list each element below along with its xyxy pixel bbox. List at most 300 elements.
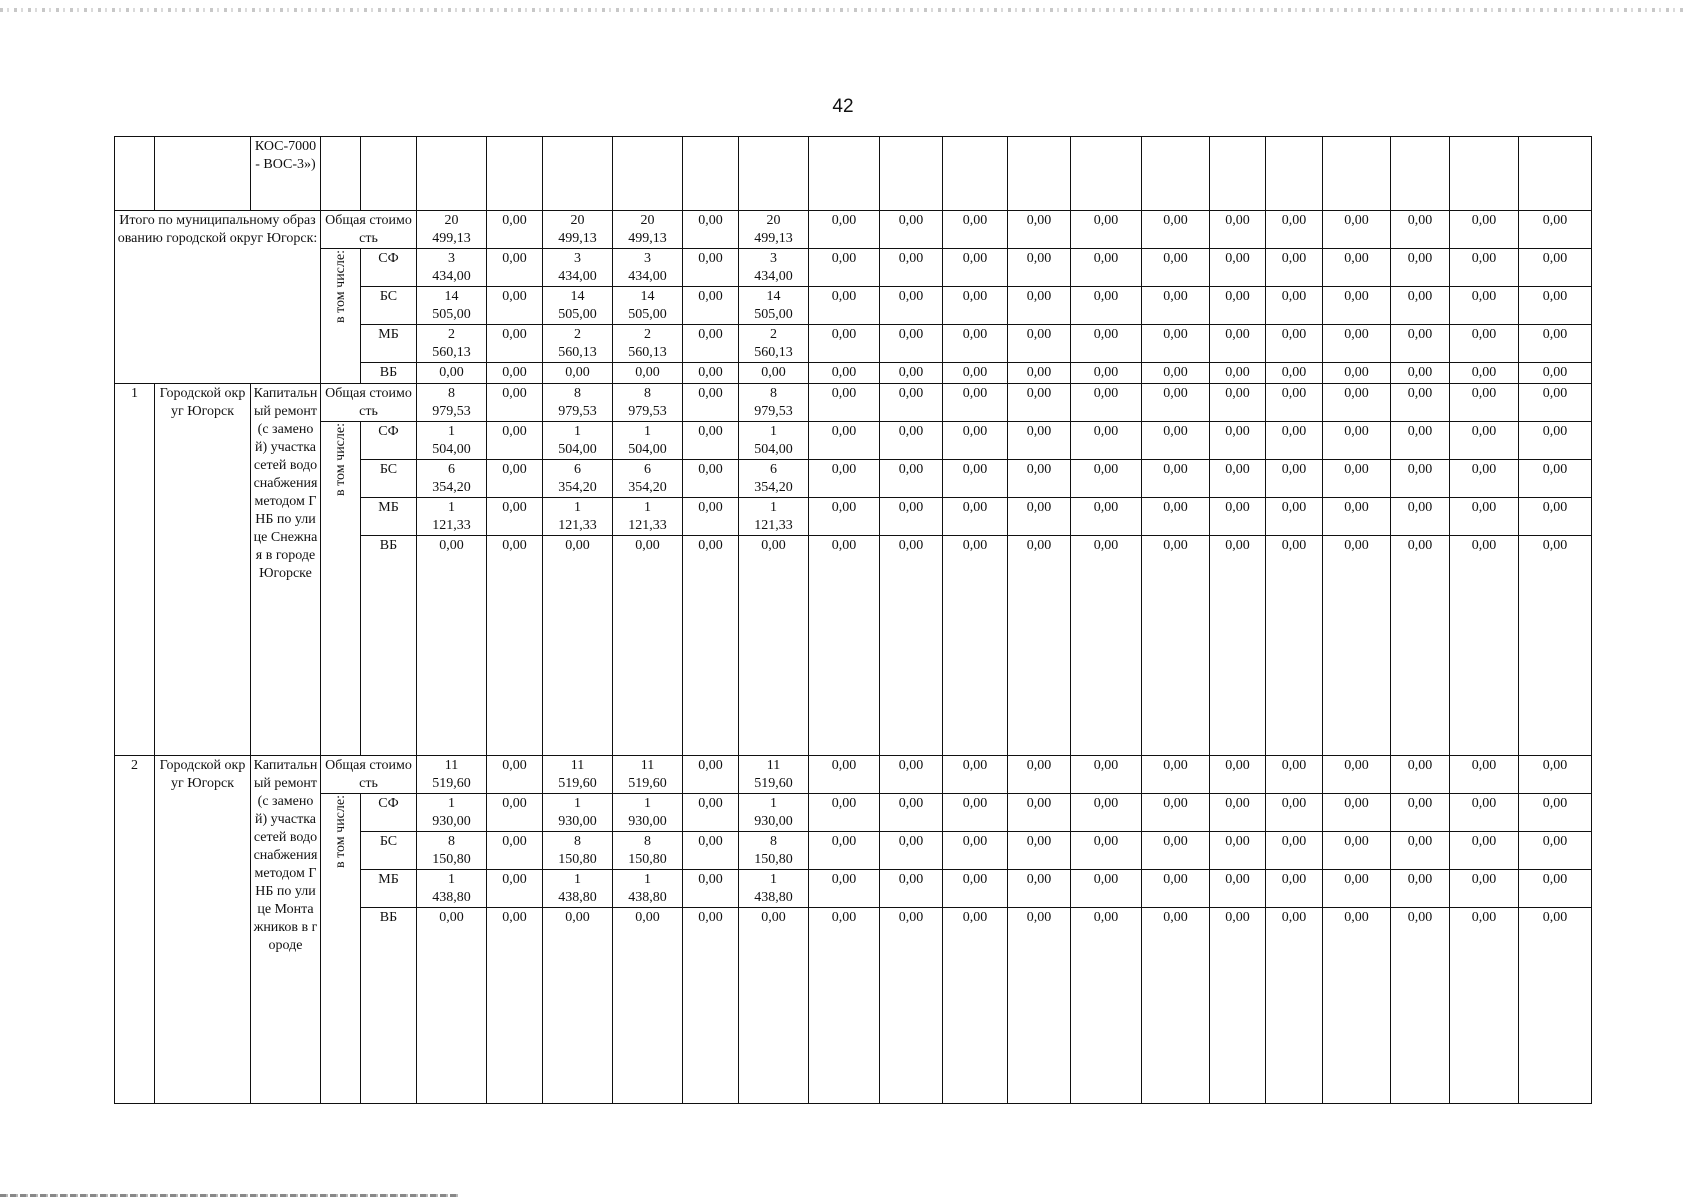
- value-cell: 0,00: [1210, 211, 1266, 249]
- value-cell: 0,00: [1210, 832, 1266, 870]
- value-cell: 0,00: [1142, 249, 1210, 287]
- value-cell: 0,00: [1450, 325, 1519, 363]
- value-cell: 0,00: [809, 287, 880, 325]
- mb-label: МБ: [361, 325, 417, 363]
- scan-artifact-bottom: [0, 1194, 460, 1197]
- sf-label: СФ: [361, 249, 417, 287]
- value-cell: 6 354,20: [613, 460, 683, 498]
- value-cell: 0,00: [487, 460, 543, 498]
- value-cell: 0,00: [1391, 536, 1450, 756]
- value-cell: 0,00: [1450, 422, 1519, 460]
- value-cell: 0,00: [1142, 211, 1210, 249]
- value-cell: 0,00: [1071, 498, 1142, 536]
- value-cell: 0,00: [1142, 422, 1210, 460]
- total-label: Итого по муниципальному образованию городской округ Югорск:: [115, 211, 321, 384]
- empty-cell: [321, 137, 361, 211]
- empty-cell: [1323, 137, 1391, 211]
- value-cell: 0,00: [487, 384, 543, 422]
- value-cell: 0,00: [1391, 460, 1450, 498]
- mb-label: МБ: [361, 498, 417, 536]
- empty-cell: [683, 137, 739, 211]
- value-cell: 0,00: [1519, 460, 1592, 498]
- municipality-cell: Городской округ Югорск: [155, 384, 251, 756]
- value-cell: 1 121,33: [417, 498, 487, 536]
- value-cell: 3 434,00: [417, 249, 487, 287]
- value-cell: 0,00: [1008, 363, 1071, 384]
- value-cell: 0,00: [880, 384, 943, 422]
- value-cell: 0,00: [809, 832, 880, 870]
- value-cell: 0,00: [1266, 249, 1323, 287]
- value-cell: 1 121,33: [739, 498, 809, 536]
- value-cell: 1 438,80: [543, 870, 613, 908]
- value-cell: 0,00: [1142, 384, 1210, 422]
- value-cell: 8 150,80: [739, 832, 809, 870]
- value-cell: 0,00: [683, 460, 739, 498]
- value-cell: 0,00: [1323, 422, 1391, 460]
- value-cell: 0,00: [880, 832, 943, 870]
- value-cell: 0,00: [1008, 287, 1071, 325]
- value-cell: 0,00: [943, 536, 1008, 756]
- scan-artifact-top: [0, 8, 1686, 12]
- value-cell: 0,00: [880, 422, 943, 460]
- value-cell: 0,00: [417, 363, 487, 384]
- value-cell: 0,00: [1519, 384, 1592, 422]
- value-cell: 11 519,60: [739, 756, 809, 794]
- value-cell: 11 519,60: [613, 756, 683, 794]
- value-cell: 0,00: [1519, 756, 1592, 794]
- value-cell: 0,00: [1391, 908, 1450, 1104]
- value-cell: 8 150,80: [417, 832, 487, 870]
- vb-label: ВБ: [361, 536, 417, 756]
- empty-cell: [543, 137, 613, 211]
- value-cell: 0,00: [1519, 422, 1592, 460]
- value-cell: 0,00: [1142, 460, 1210, 498]
- value-cell: 0,00: [683, 756, 739, 794]
- value-cell: 0,00: [943, 422, 1008, 460]
- value-cell: 0,00: [1008, 498, 1071, 536]
- value-cell: 0,00: [943, 384, 1008, 422]
- municipality-cell: [155, 137, 251, 211]
- incl-label: в том числе:: [332, 795, 348, 868]
- value-cell: 0,00: [1266, 498, 1323, 536]
- value-cell: 0,00: [1266, 422, 1323, 460]
- value-cell: 0,00: [1071, 794, 1142, 832]
- value-cell: 0,00: [943, 460, 1008, 498]
- value-cell: 0,00: [943, 870, 1008, 908]
- value-cell: 0,00: [1071, 870, 1142, 908]
- value-cell: 0,00: [1391, 832, 1450, 870]
- page-number: 42: [832, 96, 854, 117]
- value-cell: 2 560,13: [739, 325, 809, 363]
- value-cell: 0,00: [543, 363, 613, 384]
- value-cell: 0,00: [880, 325, 943, 363]
- value-cell: 0,00: [1323, 460, 1391, 498]
- incl-label: [321, 249, 361, 384]
- value-cell: 0,00: [1519, 249, 1592, 287]
- value-cell: 0,00: [943, 287, 1008, 325]
- value-cell: 0,00: [1071, 384, 1142, 422]
- value-cell: 1 121,33: [543, 498, 613, 536]
- value-cell: 0,00: [1210, 794, 1266, 832]
- value-cell: 0,00: [1266, 794, 1323, 832]
- table-row: [115, 211, 1592, 249]
- value-cell: 0,00: [1391, 498, 1450, 536]
- incl-label: [321, 794, 361, 1104]
- value-cell: 0,00: [1391, 249, 1450, 287]
- value-cell: 0,00: [1071, 325, 1142, 363]
- description-cell: Капитальный ремонт (с заменой) участка сетей водоснабжения методом ГНБ по улице Снежная в городе Югорске: [251, 384, 321, 756]
- value-cell: 0,00: [1391, 363, 1450, 384]
- value-cell: 0,00: [1266, 287, 1323, 325]
- value-cell: 0,00: [809, 498, 880, 536]
- value-cell: 14 505,00: [543, 287, 613, 325]
- value-cell: 0,00: [1519, 794, 1592, 832]
- value-cell: 0,00: [1008, 794, 1071, 832]
- value-cell: 0,00: [683, 422, 739, 460]
- value-cell: 0,00: [1323, 908, 1391, 1104]
- value-cell: 0,00: [1450, 460, 1519, 498]
- value-cell: 0,00: [683, 363, 739, 384]
- value-cell: 0,00: [1519, 908, 1592, 1104]
- mb-label: МБ: [361, 870, 417, 908]
- value-cell: 0,00: [683, 536, 739, 756]
- value-cell: 0,00: [809, 756, 880, 794]
- value-cell: 0,00: [683, 908, 739, 1104]
- value-cell: 1 438,80: [417, 870, 487, 908]
- num-cell: [115, 137, 155, 211]
- value-cell: 0,00: [1519, 870, 1592, 908]
- value-cell: 0,00: [1323, 249, 1391, 287]
- table-row: [115, 794, 1592, 832]
- value-cell: 0,00: [1266, 536, 1323, 756]
- value-cell: 0,00: [1142, 536, 1210, 756]
- value-cell: 0,00: [1071, 908, 1142, 1104]
- value-cell: 0,00: [487, 498, 543, 536]
- value-cell: 0,00: [880, 908, 943, 1104]
- value-cell: 0,00: [1519, 363, 1592, 384]
- value-cell: 0,00: [1071, 211, 1142, 249]
- value-cell: 0,00: [809, 325, 880, 363]
- value-cell: 0,00: [1266, 460, 1323, 498]
- value-cell: 8 979,53: [543, 384, 613, 422]
- value-cell: 0,00: [1519, 325, 1592, 363]
- value-cell: 0,00: [613, 536, 683, 756]
- value-cell: 0,00: [1266, 363, 1323, 384]
- empty-cell: [487, 137, 543, 211]
- value-cell: 0,00: [1519, 832, 1592, 870]
- value-cell: 0,00: [1008, 211, 1071, 249]
- value-cell: 0,00: [1071, 536, 1142, 756]
- value-cell: 0,00: [809, 384, 880, 422]
- value-cell: 0,00: [487, 211, 543, 249]
- value-cell: 0,00: [487, 249, 543, 287]
- value-cell: 8 979,53: [613, 384, 683, 422]
- budget-table: [114, 136, 1592, 1104]
- value-cell: 2 560,13: [543, 325, 613, 363]
- value-cell: 20 499,13: [543, 211, 613, 249]
- value-cell: 0,00: [1266, 211, 1323, 249]
- bs-label: БС: [361, 287, 417, 325]
- value-cell: 0,00: [1450, 794, 1519, 832]
- value-cell: 0,00: [1008, 756, 1071, 794]
- value-cell: 8 979,53: [417, 384, 487, 422]
- value-cell: 0,00: [1450, 908, 1519, 1104]
- value-cell: 0,00: [1519, 287, 1592, 325]
- value-cell: 0,00: [1391, 422, 1450, 460]
- value-cell: 11 519,60: [417, 756, 487, 794]
- value-cell: 0,00: [417, 908, 487, 1104]
- value-cell: 0,00: [1450, 756, 1519, 794]
- empty-cell: [809, 137, 880, 211]
- value-cell: 0,00: [487, 363, 543, 384]
- value-cell: 0,00: [1008, 422, 1071, 460]
- empty-cell: [1071, 137, 1142, 211]
- value-cell: 1 504,00: [417, 422, 487, 460]
- value-cell: 0,00: [543, 908, 613, 1104]
- value-cell: 0,00: [1142, 287, 1210, 325]
- value-cell: 0,00: [1323, 870, 1391, 908]
- value-cell: 0,00: [487, 756, 543, 794]
- value-cell: 0,00: [1450, 870, 1519, 908]
- value-cell: 0,00: [1210, 325, 1266, 363]
- value-cell: 0,00: [943, 832, 1008, 870]
- value-cell: 0,00: [1008, 832, 1071, 870]
- value-cell: 0,00: [1450, 363, 1519, 384]
- value-cell: 11 519,60: [543, 756, 613, 794]
- value-cell: 0,00: [1142, 325, 1210, 363]
- num-cell: 2: [115, 756, 155, 1104]
- value-cell: 0,00: [880, 249, 943, 287]
- value-cell: 0,00: [1266, 832, 1323, 870]
- value-cell: 0,00: [683, 249, 739, 287]
- value-cell: 0,00: [1142, 756, 1210, 794]
- empty-cell: [1008, 137, 1071, 211]
- value-cell: 0,00: [943, 794, 1008, 832]
- value-cell: 0,00: [880, 363, 943, 384]
- value-cell: 0,00: [613, 908, 683, 1104]
- value-cell: 0,00: [739, 536, 809, 756]
- value-cell: 0,00: [1266, 325, 1323, 363]
- value-cell: 0,00: [943, 756, 1008, 794]
- value-cell: 0,00: [1008, 536, 1071, 756]
- value-cell: 0,00: [487, 422, 543, 460]
- value-cell: 0,00: [1008, 249, 1071, 287]
- value-cell: 0,00: [683, 287, 739, 325]
- value-cell: 0,00: [1210, 498, 1266, 536]
- value-cell: 0,00: [1071, 363, 1142, 384]
- value-cell: 0,00: [1391, 287, 1450, 325]
- value-cell: 0,00: [1450, 211, 1519, 249]
- value-cell: 0,00: [1391, 870, 1450, 908]
- value-cell: 0,00: [1210, 249, 1266, 287]
- value-cell: 0,00: [1210, 536, 1266, 756]
- value-cell: 0,00: [1450, 832, 1519, 870]
- value-cell: 0,00: [1071, 249, 1142, 287]
- value-cell: 0,00: [880, 870, 943, 908]
- empty-cell: [1450, 137, 1519, 211]
- value-cell: 0,00: [1323, 498, 1391, 536]
- value-cell: 0,00: [880, 536, 943, 756]
- value-cell: 0,00: [1071, 287, 1142, 325]
- value-cell: 0,00: [1210, 460, 1266, 498]
- value-cell: 0,00: [943, 249, 1008, 287]
- bs-label: БС: [361, 460, 417, 498]
- empty-cell: [880, 137, 943, 211]
- table-row: [115, 137, 1592, 211]
- empty-cell: [1142, 137, 1210, 211]
- value-cell: 0,00: [1210, 363, 1266, 384]
- value-cell: 0,00: [1142, 832, 1210, 870]
- table-row: [115, 756, 1592, 794]
- sf-label: СФ: [361, 794, 417, 832]
- value-cell: 0,00: [487, 325, 543, 363]
- value-cell: 1 504,00: [739, 422, 809, 460]
- incl-label: в том числе:: [332, 423, 348, 496]
- value-cell: 1 438,80: [739, 870, 809, 908]
- value-cell: 0,00: [1071, 756, 1142, 794]
- value-cell: 0,00: [943, 908, 1008, 1104]
- value-cell: 3 434,00: [613, 249, 683, 287]
- value-cell: 8 150,80: [543, 832, 613, 870]
- value-cell: 0,00: [1323, 211, 1391, 249]
- value-cell: 0,00: [809, 460, 880, 498]
- value-cell: 0,00: [1008, 460, 1071, 498]
- value-cell: 0,00: [1266, 756, 1323, 794]
- value-cell: 0,00: [1391, 211, 1450, 249]
- value-cell: 2 560,13: [613, 325, 683, 363]
- value-cell: 0,00: [943, 498, 1008, 536]
- sf-label: СФ: [361, 422, 417, 460]
- total-cost-label: Общая стоимость: [321, 384, 417, 422]
- value-cell: 0,00: [1323, 384, 1391, 422]
- value-cell: 0,00: [1323, 794, 1391, 832]
- value-cell: 14 505,00: [417, 287, 487, 325]
- value-cell: 0,00: [1210, 384, 1266, 422]
- value-cell: 0,00: [1323, 287, 1391, 325]
- value-cell: 0,00: [1071, 832, 1142, 870]
- total-cost-label: Общая стоимость: [321, 211, 417, 249]
- value-cell: 0,00: [1266, 870, 1323, 908]
- value-cell: 0,00: [1142, 870, 1210, 908]
- value-cell: 0,00: [683, 384, 739, 422]
- value-cell: 0,00: [1323, 325, 1391, 363]
- value-cell: 20 499,13: [613, 211, 683, 249]
- value-cell: 0,00: [1450, 287, 1519, 325]
- empty-cell: [1266, 137, 1323, 211]
- value-cell: 1 930,00: [417, 794, 487, 832]
- value-cell: 0,00: [487, 287, 543, 325]
- value-cell: 0,00: [1008, 325, 1071, 363]
- value-cell: 1 504,00: [543, 422, 613, 460]
- value-cell: 0,00: [487, 794, 543, 832]
- value-cell: 1 930,00: [543, 794, 613, 832]
- value-cell: 0,00: [943, 325, 1008, 363]
- empty-cell: [361, 137, 417, 211]
- value-cell: 0,00: [683, 498, 739, 536]
- value-cell: 0,00: [1008, 870, 1071, 908]
- value-cell: 0,00: [880, 287, 943, 325]
- value-cell: 0,00: [880, 756, 943, 794]
- value-cell: 0,00: [1210, 870, 1266, 908]
- empty-cell: [1519, 137, 1592, 211]
- empty-cell: [943, 137, 1008, 211]
- value-cell: 0,00: [1266, 384, 1323, 422]
- value-cell: 0,00: [809, 794, 880, 832]
- value-cell: 6 354,20: [739, 460, 809, 498]
- total-cost-label: Общая стоимость: [321, 756, 417, 794]
- value-cell: 0,00: [880, 498, 943, 536]
- empty-cell: [1391, 137, 1450, 211]
- value-cell: 0,00: [1519, 498, 1592, 536]
- value-cell: 3 434,00: [543, 249, 613, 287]
- value-cell: 0,00: [809, 363, 880, 384]
- value-cell: 0,00: [1391, 794, 1450, 832]
- value-cell: 0,00: [487, 908, 543, 1104]
- value-cell: 0,00: [1323, 756, 1391, 794]
- value-cell: 0,00: [1210, 422, 1266, 460]
- value-cell: 0,00: [880, 460, 943, 498]
- value-cell: 0,00: [487, 870, 543, 908]
- value-cell: 0,00: [1210, 756, 1266, 794]
- value-cell: 0,00: [1266, 908, 1323, 1104]
- value-cell: 0,00: [943, 211, 1008, 249]
- value-cell: 20 499,13: [417, 211, 487, 249]
- value-cell: 0,00: [809, 908, 880, 1104]
- value-cell: 0,00: [1450, 249, 1519, 287]
- value-cell: 0,00: [1008, 384, 1071, 422]
- value-cell: 0,00: [683, 870, 739, 908]
- num-cell: 1: [115, 384, 155, 756]
- value-cell: 0,00: [1210, 287, 1266, 325]
- value-cell: 0,00: [880, 794, 943, 832]
- value-cell: 0,00: [1450, 384, 1519, 422]
- value-cell: 0,00: [1008, 908, 1071, 1104]
- vb-label: ВБ: [361, 363, 417, 384]
- empty-cell: [417, 137, 487, 211]
- value-cell: 0,00: [1323, 536, 1391, 756]
- value-cell: 0,00: [1391, 756, 1450, 794]
- value-cell: 14 505,00: [613, 287, 683, 325]
- value-cell: 0,00: [1210, 908, 1266, 1104]
- value-cell: 0,00: [1519, 211, 1592, 249]
- empty-cell: [739, 137, 809, 211]
- value-cell: 2 560,13: [417, 325, 487, 363]
- description-cell: КОС-7000 - ВОС-3»): [251, 137, 321, 211]
- value-cell: 0,00: [880, 211, 943, 249]
- table-row: [115, 422, 1592, 460]
- value-cell: 0,00: [809, 870, 880, 908]
- value-cell: 0,00: [1142, 794, 1210, 832]
- value-cell: 1 121,33: [613, 498, 683, 536]
- value-cell: 0,00: [809, 249, 880, 287]
- value-cell: 0,00: [543, 536, 613, 756]
- value-cell: 0,00: [809, 536, 880, 756]
- vb-label: ВБ: [361, 908, 417, 1104]
- table-row: [115, 384, 1592, 422]
- table-row: [115, 249, 1592, 287]
- value-cell: 3 434,00: [739, 249, 809, 287]
- value-cell: 0,00: [1142, 363, 1210, 384]
- value-cell: 0,00: [1071, 422, 1142, 460]
- value-cell: 1 930,00: [613, 794, 683, 832]
- value-cell: 8 979,53: [739, 384, 809, 422]
- value-cell: 0,00: [1323, 363, 1391, 384]
- value-cell: 0,00: [739, 363, 809, 384]
- value-cell: 0,00: [683, 211, 739, 249]
- value-cell: 0,00: [943, 363, 1008, 384]
- value-cell: 0,00: [683, 794, 739, 832]
- incl-label: [321, 422, 361, 756]
